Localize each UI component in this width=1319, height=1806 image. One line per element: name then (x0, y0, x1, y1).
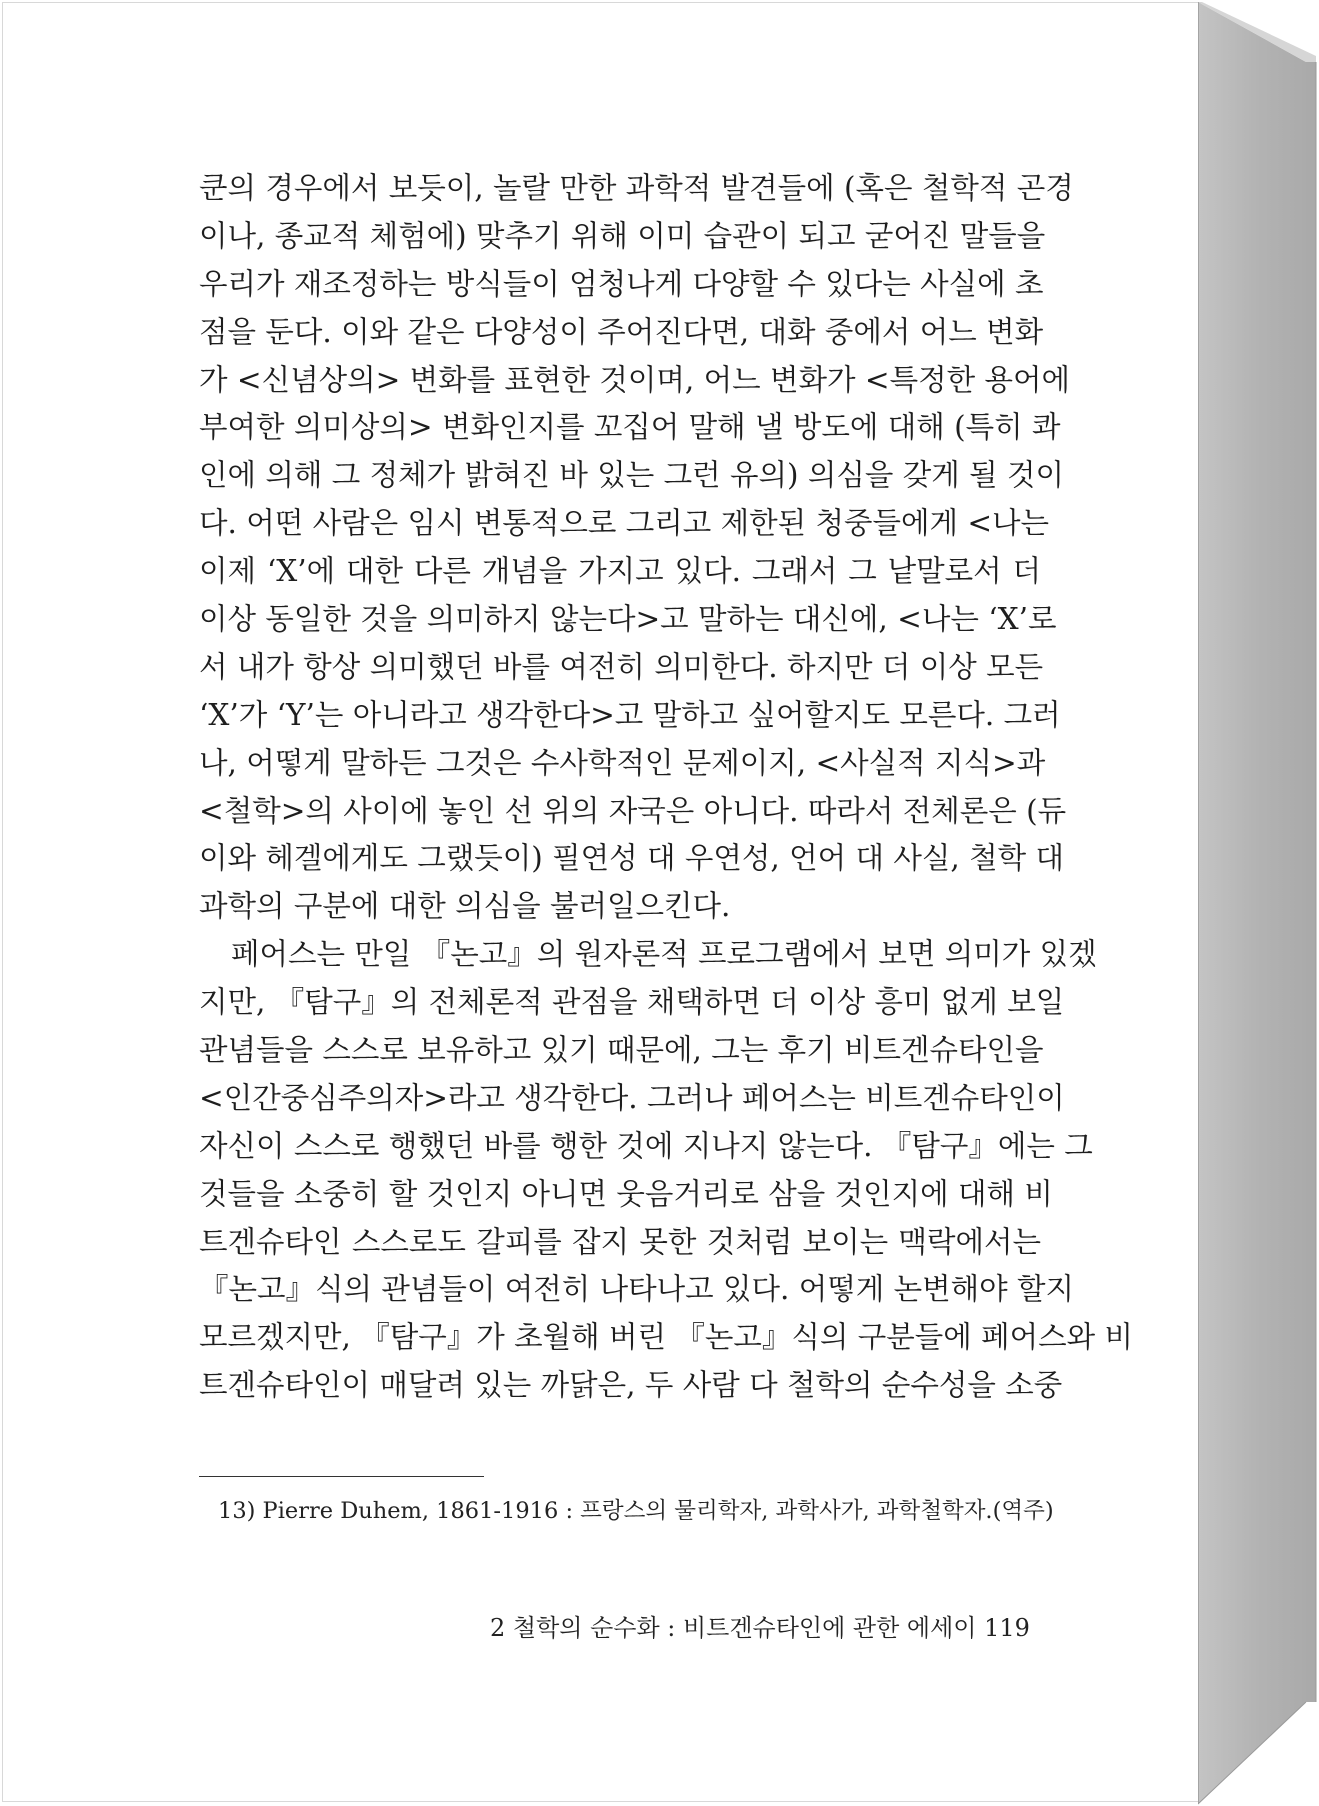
text-line: 다. 어떤 사람은 임시 변통적으로 그리고 제한된 청중들에게 <나는 (199, 506, 1050, 541)
text-line: 것들을 소중히 할 것인지 아니면 웃음거리로 삼을 것인지에 대해 비 (199, 1176, 1053, 1211)
footnote-divider (199, 1476, 484, 1477)
text-line: 나, 어떻게 말하든 그것은 수사학적인 문제이지, <사실적 지식>과 (199, 745, 1046, 780)
text-line: 이와 헤겔에게도 그랬듯이) 필연성 대 우연성, 언어 대 사실, 철학 대 (199, 841, 1064, 876)
text-line: 가 <신념상의> 변화를 표현한 것이며, 어느 변화가 <특정한 용어에 (199, 362, 1070, 397)
text-line: ‘X’가 ‘Y’는 아니라고 생각한다>고 말하고 싶어할지도 모른다. 그러 (199, 697, 1061, 732)
paragraph-1 (199, 165, 1074, 931)
text-line: 트겐슈타인이 매달려 있는 까닭은, 두 사람 다 철학의 순수성을 소중 (199, 1368, 1063, 1403)
text-line: 트겐슈타인 스스로도 갈피를 잡지 못한 것처럼 보이는 맥락에서는 (199, 1224, 1041, 1259)
footnote: 13) Pierre Duhem, 1861-1916 : 프랑스의 물리학자, 과학사가, 과학철학자.(역주) (218, 1498, 1054, 1524)
book-side-edge (1198, 0, 1319, 1806)
text-line: 과학의 구분에 대한 의심을 불러일으킨다. (199, 889, 731, 924)
book-thickness-graphic (1198, 0, 1319, 1806)
text-line: 이상 동일한 것을 의미하지 않는다>고 말하는 대신에, <나는 ‘X’로 (199, 602, 1057, 637)
running-footer: 2 철학의 순수화 : 비트겐슈타인에 관한 에세이 119 (490, 1614, 1030, 1642)
text-line: 부여한 의미상의> 변화인지를 꼬집어 말해 낼 방도에 대해 (특히 콰 (199, 410, 1061, 445)
text-line: 점을 둔다. 이와 같은 다양성이 주어진다면, 대화 중에서 어느 변화 (199, 314, 1044, 349)
text-line: 우리가 재조정하는 방식들이 엄청나게 다양할 수 있다는 사실에 초 (199, 266, 1044, 301)
text-line: 관념들을 스스로 보유하고 있기 때문에, 그는 후기 비트겐슈타인을 (199, 1033, 1044, 1068)
text-line: 인에 의해 그 정체가 밝혀진 바 있는 그런 유의) 의심을 갖게 될 것이 (199, 458, 1064, 493)
text-line: 이제 ‘X’에 대한 다른 개념을 가지고 있다. 그래서 그 낱말로서 더 (199, 554, 1041, 589)
text-line: 쿤의 경우에서 보듯이, 놀랄 만한 과학적 발견들에 (혹은 철학적 곤경 (199, 171, 1074, 205)
text-line: 『논고』식의 관념들이 여전히 나타나고 있다. 어떻게 논변해야 할지 (199, 1272, 1074, 1307)
text-line: 모르겠지만, 『탐구』가 초월해 버린 『논고』식의 구분들에 페어스와 비 (199, 1320, 1133, 1355)
body-text (199, 165, 1133, 1410)
text-line: 자신이 스스로 행했던 바를 행한 것에 지나지 않는다. 『탐구』에는 그 (199, 1128, 1093, 1163)
text-line: 페어스는 만일 『논고』의 원자론적 프로그램에서 보면 의미가 있겠 (231, 937, 1097, 972)
text-line: <인간중심주의자>라고 생각한다. 그러나 페어스는 비트겐슈타인이 (199, 1080, 1065, 1115)
text-line: 지만, 『탐구』의 전체론적 관점을 채택하면 더 이상 흥미 없게 보일 (199, 985, 1065, 1020)
paragraph-2 (199, 931, 1133, 1410)
text-line: <철학>의 사이에 놓인 선 위의 자국은 아니다. 따라서 전체론은 (듀 (199, 793, 1067, 828)
text-line: 서 내가 항상 의미했던 바를 여전히 의미한다. 하지만 더 이상 모든 (199, 649, 1044, 684)
text-line: 이나, 종교적 체험에) 맞추기 위해 이미 습관이 되고 굳어진 말들을 (199, 218, 1046, 253)
